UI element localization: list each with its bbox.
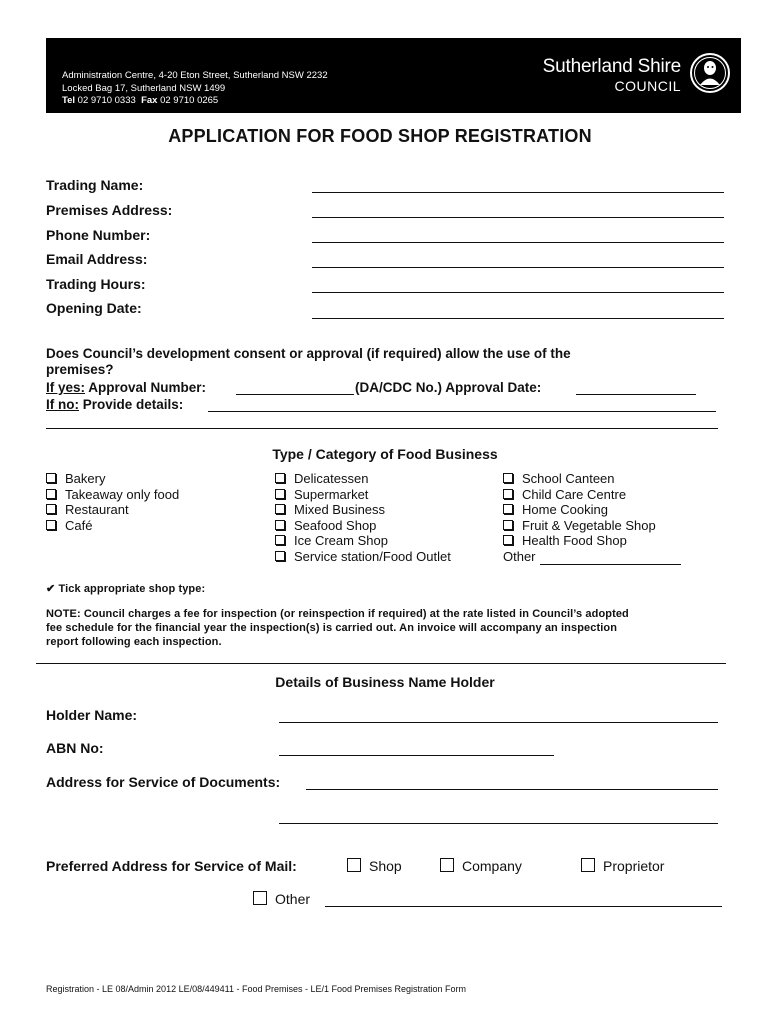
mail-option-company[interactable] <box>440 858 522 874</box>
checkbox-icon[interactable] <box>503 504 513 514</box>
category-label: Child Care Centre <box>522 486 627 502</box>
brand-sub: COUNCIL <box>614 78 681 94</box>
section-divider <box>36 663 726 664</box>
checkbox-icon[interactable] <box>503 473 513 483</box>
category-label: Home Cooking <box>522 502 608 517</box>
tick-note: ✔ Tick appropriate shop type: <box>46 583 206 595</box>
fee-note-line3: report following each inspection. <box>46 636 222 648</box>
provide-details-label: Provide details: <box>79 397 184 412</box>
checkbox-icon[interactable] <box>46 520 56 530</box>
category-option[interactable] <box>275 487 451 503</box>
category-label: Ice Cream Shop <box>294 533 388 548</box>
category-title: Type / Category of Food Business <box>272 446 498 462</box>
tel-value: 02 9710 0333 <box>77 95 136 106</box>
checkbox-icon[interactable] <box>46 489 56 499</box>
category-column-3 <box>503 471 656 564</box>
preferred-mail-label: Preferred Address for Service of Mail: <box>46 858 297 874</box>
checkbox-icon[interactable] <box>46 473 56 483</box>
category-option[interactable] <box>46 471 179 487</box>
mail-option-label: Company <box>462 858 522 874</box>
category-option[interactable] <box>503 487 656 503</box>
fax-value: 02 9710 0265 <box>160 95 219 106</box>
trading-name-label: Trading Name: <box>46 177 144 193</box>
premises-address-label <box>46 202 172 218</box>
category-label: Café <box>65 517 93 533</box>
provide-details-field[interactable] <box>208 411 716 412</box>
checkbox-icon[interactable] <box>440 858 454 872</box>
category-label: Health Food Shop <box>522 533 627 548</box>
category-option[interactable] <box>275 502 451 518</box>
checkbox-icon[interactable] <box>581 858 595 872</box>
mail-option-shop[interactable] <box>347 858 402 874</box>
consent-question-line2: premises? <box>46 362 114 377</box>
trading-hours-field[interactable] <box>312 292 724 293</box>
category-label: Service station/Food Outlet <box>294 548 451 564</box>
checkbox-icon[interactable] <box>46 504 56 514</box>
contact-line <box>62 95 328 108</box>
mail-option-proprietor[interactable] <box>581 858 664 874</box>
category-option[interactable] <box>46 487 179 503</box>
address-line-2: Locked Bag 17, Sutherland NSW 1499 <box>62 82 226 94</box>
da-cdc-label: (DA/CDC No.) Approval Date: <box>355 380 542 395</box>
category-label: Takeaway only food <box>65 486 180 502</box>
council-address <box>62 70 328 108</box>
phone-number-field[interactable] <box>312 242 724 243</box>
checkbox-icon[interactable] <box>503 535 513 545</box>
tel-label: Tel <box>62 95 76 106</box>
email-address-field[interactable] <box>312 267 724 268</box>
category-label: Mixed Business <box>294 502 386 517</box>
category-option[interactable] <box>503 471 656 487</box>
if-no-label: If no: <box>46 397 79 412</box>
category-column-1 <box>46 471 179 533</box>
mail-option-label: Other <box>275 891 311 907</box>
checkbox-icon[interactable] <box>503 520 513 530</box>
provide-details-field-line2[interactable] <box>46 428 718 429</box>
category-other-option <box>503 549 656 565</box>
category-label: Fruit & Vegetable Shop <box>522 517 656 533</box>
category-option[interactable] <box>503 502 656 518</box>
premises-address-field[interactable] <box>312 217 724 218</box>
category-other-field[interactable] <box>540 564 681 565</box>
abn-field[interactable] <box>279 755 554 756</box>
trading-hours-label: Trading Hours: <box>46 276 146 292</box>
mail-option-label: Shop <box>369 858 402 874</box>
category-label: School Canteen <box>522 471 615 486</box>
checkbox-icon[interactable] <box>275 535 285 545</box>
category-label: Bakery <box>65 471 106 486</box>
if-no-row <box>46 397 183 413</box>
mail-option-label: Proprietor <box>603 858 665 874</box>
footer-reference: Registration - LE 08/Admin 2012 LE/08/449411 - Food Premises - LE/1 Food Premises Registration Form <box>46 984 467 994</box>
mail-other-field[interactable] <box>325 906 722 907</box>
council-logo-text <box>543 56 681 95</box>
checkbox-icon[interactable] <box>275 504 285 514</box>
fee-note-line1: NOTE: Council charges a fee for inspection (or reinspection if required) at the rate listed in Council’s adopted <box>46 608 629 620</box>
category-label: Delicatessen <box>294 471 369 486</box>
approval-number-label: Approval Number: <box>88 380 207 395</box>
holder-section-title: Details of Business Name Holder <box>275 674 495 690</box>
address-service-field-line2[interactable] <box>279 823 718 824</box>
phone-number-label: Phone Number: <box>46 227 151 243</box>
mail-option-other[interactable] <box>253 891 310 907</box>
checkbox-icon[interactable] <box>275 551 285 561</box>
fee-note-line2: fee schedule for the financial year the inspection(s) is carried out. An invoice will accompany an inspection <box>46 622 618 634</box>
checkbox-icon[interactable] <box>503 489 513 499</box>
email-address-label: Email Address: <box>46 251 148 267</box>
category-option[interactable] <box>503 518 656 534</box>
abn-label: ABN No: <box>46 740 104 756</box>
address-service-label: Address for Service of Documents: <box>46 774 281 790</box>
consent-question <box>46 346 726 378</box>
category-label: Restaurant <box>65 502 129 517</box>
category-option[interactable] <box>46 502 179 518</box>
consent-question-line1: Does Council’s development consent or approval (if required) allow the use of the <box>46 346 571 361</box>
opening-date-label: Opening Date: <box>46 300 142 316</box>
letterhead <box>46 38 741 113</box>
category-option[interactable] <box>275 518 451 534</box>
checkbox-icon[interactable] <box>347 858 361 872</box>
brand-name: Sutherland Shire <box>542 56 681 77</box>
fax-label: Fax <box>141 95 158 106</box>
address-line-1: Administration Centre, 4-20 Eton Street, Sutherland NSW 2232 <box>62 70 328 81</box>
approval-date-field[interactable] <box>576 394 696 395</box>
category-label: Supermarket <box>294 486 369 502</box>
holder-name-field[interactable] <box>279 722 718 723</box>
checkbox-icon[interactable] <box>275 520 285 530</box>
if-yes-label: If yes: <box>46 380 86 395</box>
premises-address-label-text: Premises Address: <box>46 202 173 218</box>
checkbox-icon[interactable] <box>275 489 285 499</box>
page-title: APPLICATION FOR FOOD SHOP REGISTRATION <box>168 126 592 146</box>
if-yes-row <box>46 380 206 396</box>
category-option[interactable] <box>275 471 451 487</box>
approval-number-field[interactable] <box>236 394 354 395</box>
checkbox-icon[interactable] <box>275 473 285 483</box>
category-option[interactable] <box>275 549 451 565</box>
category-option[interactable] <box>503 533 656 549</box>
address-service-field[interactable] <box>306 789 718 790</box>
category-column-2 <box>275 471 451 564</box>
trading-name-field[interactable] <box>312 192 724 193</box>
holder-name-label: Holder Name: <box>46 707 138 723</box>
category-label: Seafood Shop <box>294 517 377 533</box>
category-option[interactable] <box>275 533 451 549</box>
checkbox-icon[interactable] <box>253 891 267 905</box>
fee-note <box>46 607 736 649</box>
opening-date-field[interactable] <box>312 318 724 319</box>
council-crest-icon <box>689 52 731 94</box>
category-option[interactable] <box>46 518 179 534</box>
other-label: Other <box>503 548 536 564</box>
